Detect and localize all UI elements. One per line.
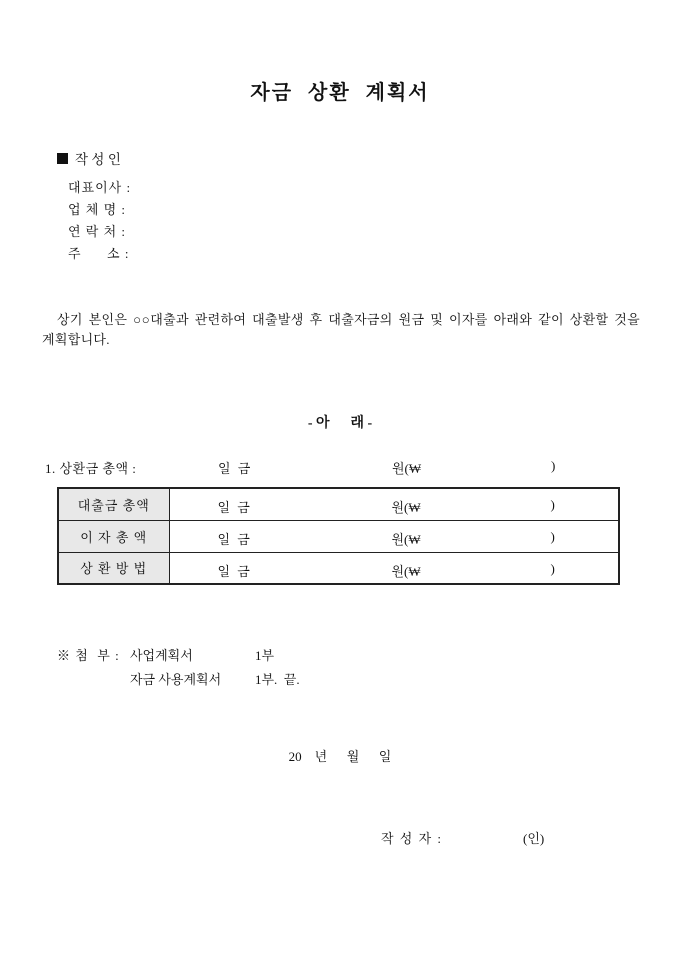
row-value-loan-total	[169, 488, 619, 520]
loan-total-won-open: 원(₩	[391, 500, 421, 515]
row-value-repayment-method	[169, 552, 619, 584]
writer-section	[57, 148, 131, 265]
attachments-section	[57, 644, 300, 692]
attachments-prefix-spacer	[57, 668, 130, 692]
row-header-loan-total: 대출금 총액	[58, 488, 169, 520]
repayment-total-label: 1. 상환금 총액 :	[45, 461, 137, 476]
writer-heading-label: 작 성 인	[75, 152, 121, 167]
field-contact-label: 연 락 처 :	[68, 224, 127, 239]
table-row-interest-total	[58, 520, 619, 552]
interest-total-amount-prefix: 일 금	[217, 531, 252, 547]
repayment-total-amount-prefix: 일 금	[218, 461, 253, 476]
repayment-method-amount-prefix: 일 금	[217, 563, 252, 579]
field-ceo-label: 대표이사 :	[68, 180, 132, 195]
writer-section-heading	[57, 148, 131, 168]
attachment-1-count: 1부	[255, 648, 275, 663]
attachments-prefix: ※ 첨 부 :	[57, 648, 120, 663]
signature-seal-placeholder: (인)	[523, 831, 545, 846]
loan-total-paren-close: )	[550, 497, 555, 512]
date-line: 20 년 월 일	[288, 749, 392, 764]
table-row-loan-total	[58, 488, 619, 520]
intro-paragraph: 상기 본인은 ○○대출과 관련하여 대출발생 후 대출자금의 원금 및 이자를 아래와 같이 상환할 것을 계획합니다.	[42, 312, 640, 347]
field-company-name-label: 업 체 명 :	[68, 202, 127, 217]
loan-total-amount-prefix: 일 금	[217, 500, 252, 515]
repayment-method-paren-close: )	[550, 560, 555, 576]
table-row-repayment-method	[58, 552, 619, 584]
row-header-repayment-method: 상 환 방 법	[58, 552, 169, 584]
row-value-interest-total	[169, 520, 619, 552]
repayment-total-won-open: 원(₩	[392, 461, 422, 476]
repayment-total-line	[45, 458, 635, 478]
signature-label: 작 성 자 :	[381, 831, 443, 846]
signature-section	[0, 828, 680, 848]
document-title: 자금 상환 계획서	[250, 82, 430, 104]
interest-total-paren-close: )	[550, 528, 555, 544]
repayment-table	[57, 487, 620, 585]
row-header-interest-total: 이 자 총 액	[58, 520, 169, 552]
interest-total-won-open: 원(₩	[391, 531, 421, 547]
field-address-label: 주 소 :	[68, 246, 130, 261]
attachment-1-name: 사업계획서	[130, 648, 193, 663]
below-heading: - 아 래 -	[307, 416, 373, 431]
repayment-method-won-open: 원(₩	[391, 563, 421, 579]
square-bullet-icon	[57, 153, 68, 164]
attachment-2-name: 자금 사용계획서	[130, 672, 222, 687]
attachment-line-1	[57, 644, 300, 668]
attachment-line-2	[57, 668, 300, 692]
repayment-total-paren-close: )	[551, 458, 556, 473]
attachment-2-count: 1부. 끝.	[255, 672, 300, 687]
